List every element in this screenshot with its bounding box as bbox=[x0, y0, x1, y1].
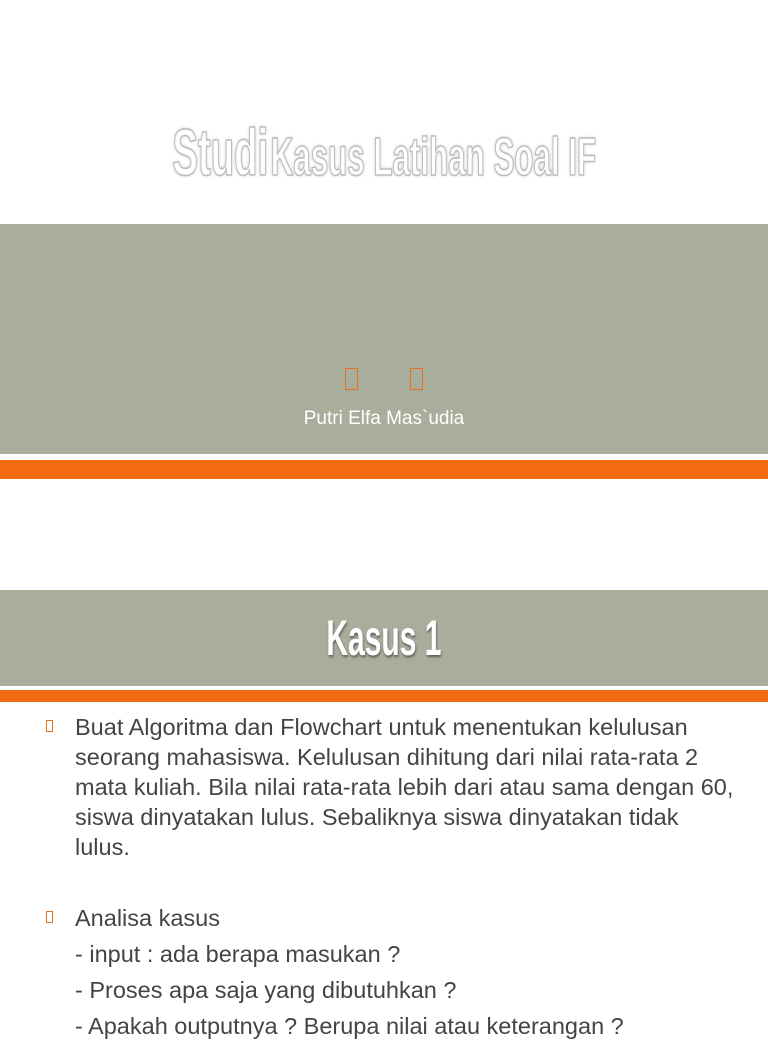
missing-glyph-icon bbox=[410, 368, 423, 390]
heading-wrap bbox=[0, 590, 768, 686]
sub-item: - input : ada berapa masukan ? bbox=[75, 941, 401, 967]
bullet-text: Buat Algoritma dan Flowchart untuk menentukan kelulusan seorang mahasiswa. Kelulusan dihitung dari nilai rata-rata 2 mata kuliah. Bila nilai rata-rata lebih dari atau sama dengan 60, siswa dinyatakan lulus. Sebaliknya siswa dinyatakan tidak lulus. bbox=[75, 714, 734, 860]
sub-item: - Proses apa saja yang dibutuhkan ? bbox=[75, 977, 457, 1003]
missing-glyph-icon bbox=[345, 368, 358, 390]
accent-bar bbox=[0, 460, 768, 479]
title-first-word: Studi bbox=[172, 115, 268, 189]
slide-heading: Kasus 1 bbox=[326, 610, 442, 666]
bullet-icon bbox=[46, 911, 53, 923]
bullet-text: Analisa kasus bbox=[75, 905, 220, 931]
title-rest: Kasus Latihan Soal IF bbox=[270, 127, 596, 187]
accent-bar bbox=[0, 690, 768, 702]
icon-row bbox=[0, 364, 768, 394]
slide-title bbox=[0, 112, 768, 192]
sub-item: - Apakah outputnya ? Berupa nilai atau keterangan ? bbox=[75, 1013, 624, 1039]
bullet-icon bbox=[46, 720, 53, 732]
author-name: Putri Elfa Mas`udia bbox=[303, 408, 465, 429]
